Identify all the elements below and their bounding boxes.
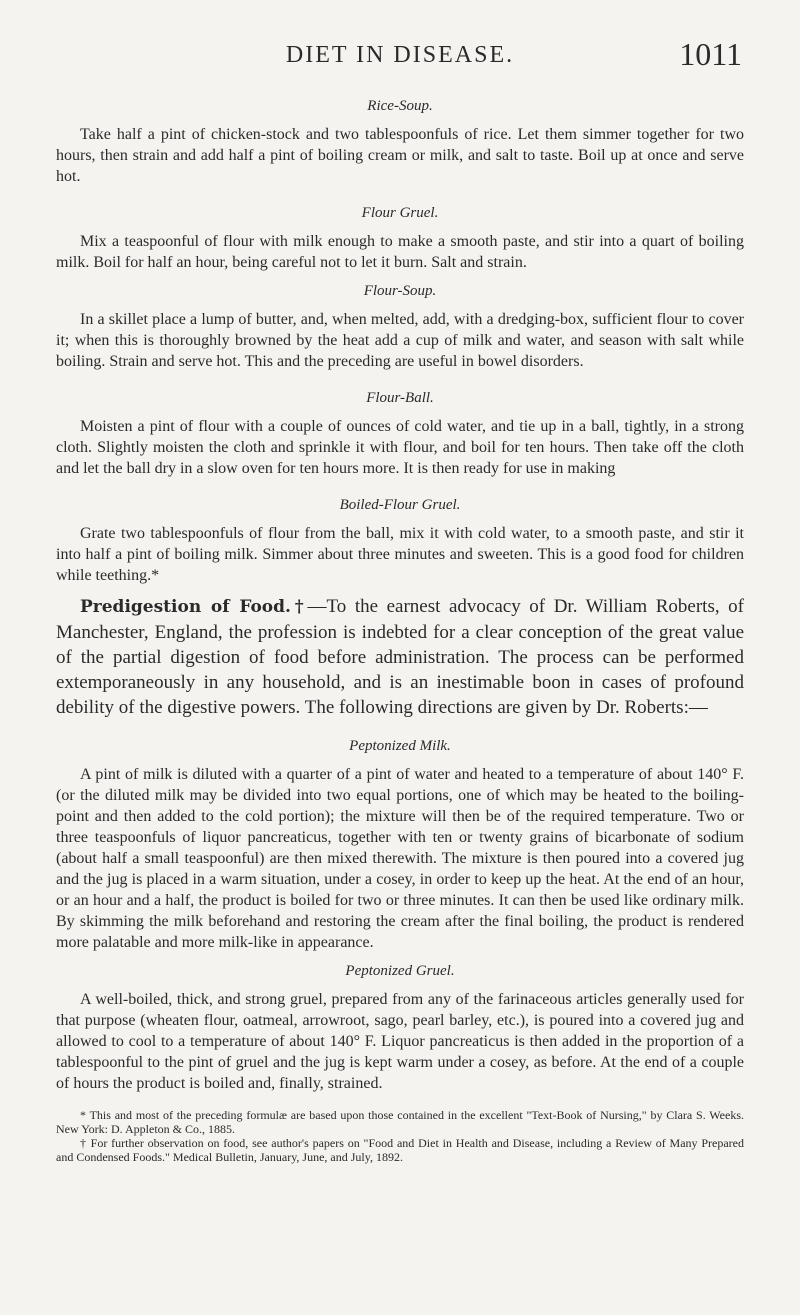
footnote-2: † For further observation on food, see author's papers on "Food and Diet in Health and Disease, including a Review of Many Prepared and Condensed Foods." Medical Bulletin, January, June, and July, 1892. (56, 1136, 744, 1164)
heading-peptonized-milk: Peptonized Milk. (349, 738, 451, 754)
page-body (56, 96, 744, 1164)
footnote-1: * This and most of the preceding formulæ are based upon those contained in the excellent "Text-Book of Nursing," by Clara S. Weeks. New York: D. Appleton & Co., 1885. (56, 1108, 744, 1136)
heading-boiled-flour-gruel: Boiled-Flour Gruel. (339, 497, 461, 513)
predigestion-text: —To the earnest advocacy of Dr. William Roberts, of Manchester, England, the profession is indebted for a clear conception of the great value of the partial digestion of food before administration. The process can be performed extemporaneously in any household, and is an inestimable boon in cases of profound debility of the digestive powers. The following directions are given by Dr. Roberts:— (56, 596, 744, 718)
heading-rice-soup: Rice-Soup. (367, 98, 433, 114)
heading-flour-gruel: Flour Gruel. (361, 205, 439, 221)
paragraph-flour-gruel: Mix a teaspoonful of flour with milk enough to make a smooth paste, and stir into a quart of boiling milk. Boil for half an hour, being careful not to let it burn. Salt and strain. (56, 233, 744, 271)
paragraph-peptonized-milk: A pint of milk is diluted with a quarter of a pint of water and heated to a temperature of about 140° F. (or the diluted milk may be divided into two equal portions, one of which may be heated to the boiling-point and then added to the cold portion); the mixture will then be of the required temperature. Two or three teaspoonfuls of liquor pancreaticus, together with ten or twenty grains of bicarbonate of sodium (about half a small teaspoonful) are then mixed therewith. The mixture is then poured into a covered jug and the jug is placed in a warm situation, under a cosey, in order to keep up the heat. At the end of an hour, or an hour and a half, the product is boiled for two or three minutes. It can then be used like ordinary milk. By skimming the milk beforehand and restoring the cream after the final boiling, the product is rendered more palatable and more milk-like in appearance. (56, 766, 744, 951)
heading-flour-soup: Flour-Soup. (363, 283, 437, 299)
paragraph-peptonized-gruel: A well-boiled, thick, and strong gruel, prepared from any of the farinaceous articles generally used for that purpose (wheaten flour, oatmeal, arrowroot, sago, pearl barley, etc.), is poured into a covered jug and allowed to cool to a temperature of about 140° F. Liquor pancreaticus is then added in the proportion of a tablespoonful to the pint of gruel and the jug is kept warm under a cosey, as before. At the end of a couple of hours the product is boiled and, finally, strained. (56, 991, 744, 1092)
paragraph-flour-soup: In a skillet place a lump of butter, and, when melted, add, with a dredging-box, sufficient flour to cover it; when this is thoroughly browned by the heat add a cup of milk and water, and season with salt while boiling. Strain and serve hot. This and the preceding are useful in bowel disorders. (56, 311, 744, 370)
paragraph-boiled-flour-gruel: Grate two tablespoonfuls of flour from the ball, mix it with cold water, to a smooth paste, and stir it into half a pint of boiling milk. Simmer about three minutes and sweeten. This is a good food for children while teething.* (56, 525, 744, 584)
running-head: DIET IN DISEASE. (285, 42, 515, 68)
heading-flour-ball: Flour-Ball. (366, 390, 434, 406)
predigestion-lead: Predigestion of Food.† (80, 597, 308, 617)
footnotes (56, 1108, 744, 1164)
page-number: 1011 (679, 36, 742, 72)
paragraph-rice-soup: Take half a pint of chicken-stock and two tablespoonfuls of rice. Let them simmer together for two hours, then strain and add half a pint of boiling cream or milk, and salt to taste. Boil up at once and serve hot. (56, 126, 744, 185)
heading-peptonized-gruel: Peptonized Gruel. (345, 963, 455, 979)
predigestion-section (56, 594, 744, 720)
page-header (0, 36, 800, 76)
paragraph-flour-ball: Moisten a pint of flour with a couple of ounces of cold water, and tie up in a ball, tightly, in a strong cloth. Slightly moisten the cloth and sprinkle it with flour, and boil for ten hours. Then take off the cloth and let the ball dry in a slow oven for ten hours more. It is then ready for use in making (56, 418, 744, 477)
paragraph-predigestion (56, 594, 744, 720)
